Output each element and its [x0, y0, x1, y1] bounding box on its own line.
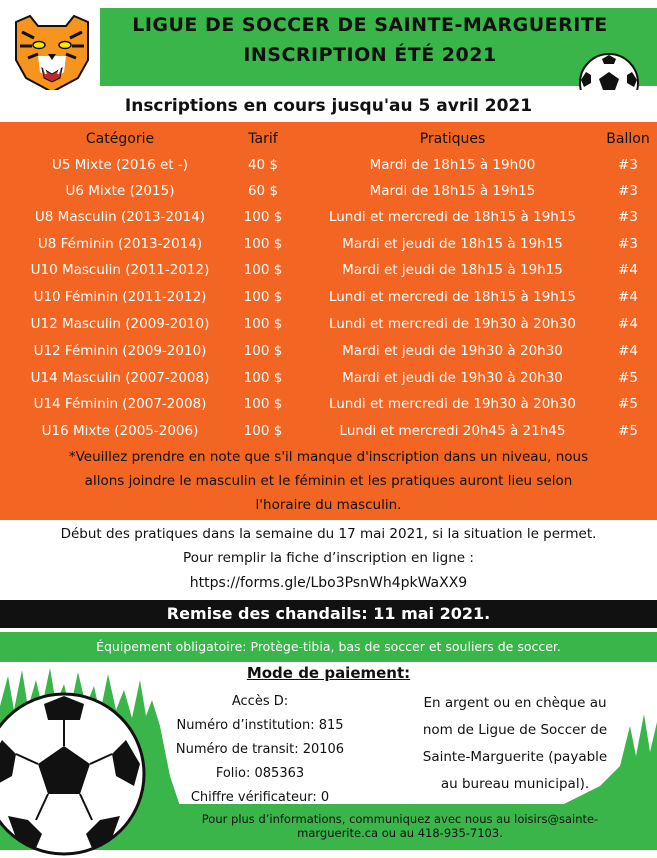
row-tarif: 100 $: [243, 370, 283, 386]
contact-info: [150, 812, 650, 840]
tiger-logo-icon: [8, 12, 96, 94]
header-ballon: Ballon: [606, 131, 650, 147]
row-ballon: #5: [618, 396, 638, 412]
row-categorie: U10 Féminin (2011-2012): [33, 289, 207, 305]
row-tarif: 100 $: [243, 236, 283, 252]
online-form-link[interactable]: https://forms.gle/Lbo3PsnWh4pkWaXX9: [189, 575, 468, 591]
online-form-label: Pour remplir la fiche d’inscription en ligne :: [183, 550, 474, 566]
registration-deadline: Inscriptions en cours jusqu'au 5 avril 2021: [0, 90, 657, 122]
merge-notice: [10, 445, 647, 517]
row-pratiques: Mardi et jeudi de 19h30 à 20h30: [342, 370, 563, 386]
row-ballon: #4: [618, 316, 638, 332]
row-categorie: U8 Féminin (2013-2014): [37, 236, 203, 252]
header: [0, 0, 657, 90]
practice-start-info: Début des pratiques dans la semaine du 17 mai 2021, si la situation le permet.: [60, 526, 597, 542]
row-pratiques: Lundi et mercredi de 18h15 à 19h15: [328, 289, 577, 305]
header-tarif: Tarif: [248, 131, 278, 147]
row-pratiques: Lundi et mercredi de 19h30 à 20h30: [328, 396, 577, 412]
row-ballon: #5: [618, 370, 638, 386]
row-ballon: #4: [618, 289, 638, 305]
contact-line: marguerite.ca ou au 418-935-7103.: [297, 826, 503, 840]
table-row: [0, 311, 657, 337]
row-categorie: U6 Mixte (2015): [65, 183, 175, 199]
row-ballon: #4: [618, 343, 638, 359]
row-tarif: 40 $: [247, 157, 279, 173]
notice-line: allons joindre le masculin et le féminin et les pratiques auront lieu selon: [84, 473, 573, 489]
cash-line: En argent ou en chèque au: [423, 695, 607, 711]
large-soccer-ball-icon: [0, 690, 148, 858]
bank-details: [160, 690, 360, 810]
row-pratiques: Mardi de 18h15 à 19h15: [369, 183, 536, 199]
bank-line: Numéro de transit: 20106: [175, 742, 345, 757]
row-tarif: 100 $: [243, 262, 283, 278]
payment-title: Mode de paiement:: [246, 664, 411, 682]
table-row: [0, 257, 657, 283]
row-pratiques: Lundi et mercredi de 18h15 à 19h15: [328, 209, 577, 225]
season-title: INSCRIPTION ÉTÉ 2021: [243, 44, 497, 66]
row-categorie: U8 Masculin (2013-2014): [34, 209, 206, 225]
row-tarif: 100 $: [243, 289, 283, 305]
row-ballon: #3: [618, 209, 638, 225]
cash-line: Sainte-Marguerite (payable: [422, 749, 608, 765]
notice-line: *Veuillez prendre en note que s'il manque d'inscription dans un niveau, nous: [68, 449, 589, 465]
table-row: [0, 338, 657, 364]
row-ballon: #4: [618, 262, 638, 278]
cash-payment-info: [390, 690, 640, 798]
table-row: [0, 178, 657, 204]
table-header-row: [0, 126, 657, 152]
row-ballon: #3: [618, 157, 638, 173]
row-ballon: #5: [618, 423, 638, 439]
bank-line: Accès D:: [231, 694, 289, 709]
bank-line: Folio: 085363: [215, 766, 305, 781]
cash-line: nom de Ligue de Soccer de: [422, 722, 608, 738]
row-categorie: U14 Féminin (2007-2008): [33, 396, 207, 412]
row-tarif: 100 $: [243, 343, 283, 359]
row-ballon: #3: [618, 183, 638, 199]
notice-line: l'horaire du masculin.: [255, 497, 402, 513]
row-tarif: 100 $: [243, 209, 283, 225]
row-tarif: 100 $: [243, 423, 283, 439]
cash-line: au bureau municipal).: [440, 776, 590, 792]
league-title: LIGUE DE SOCCER DE SAINTE-MARGUERITE: [132, 14, 608, 36]
table-row: [0, 418, 657, 444]
row-categorie: U12 Masculin (2009-2010): [30, 316, 210, 332]
row-pratiques: Lundi et mercredi de 19h30 à 20h30: [328, 316, 577, 332]
table-row: [0, 284, 657, 310]
jersey-distribution: Remise des chandails: 11 mai 2021.: [0, 600, 657, 628]
contact-line: Pour plus d’informations, communiquez avec nous au loisirs@sainte-: [201, 812, 599, 826]
row-categorie: U16 Mixte (2005-2006): [41, 423, 199, 439]
header-pratiques: Pratiques: [419, 131, 486, 147]
table-row: [0, 231, 657, 257]
row-pratiques: Mardi et jeudi de 18h15 à 19h15: [342, 262, 563, 278]
row-pratiques: Lundi et mercredi 20h45 à 21h45: [339, 423, 566, 439]
header-categorie: Catégorie: [85, 131, 155, 147]
table-row: [0, 391, 657, 417]
row-categorie: U10 Masculin (2011-2012): [30, 262, 210, 278]
row-categorie: U12 Féminin (2009-2010): [33, 343, 207, 359]
row-tarif: 60 $: [247, 183, 279, 199]
row-pratiques: Mardi de 18h15 à 19h00: [369, 157, 536, 173]
table-row: [0, 204, 657, 230]
row-pratiques: Mardi et jeudi de 18h15 à 19h15: [342, 236, 563, 252]
row-tarif: 100 $: [243, 396, 283, 412]
row-pratiques: Mardi et jeudi de 19h30 à 20h30: [342, 343, 563, 359]
bank-line: Chiffre vérificateur: 0: [190, 790, 330, 805]
table-row: [0, 152, 657, 178]
mandatory-equipment: Équipement obligatoire: Protège-tibia, bas de soccer et souliers de soccer.: [0, 632, 657, 662]
row-categorie: U14 Masculin (2007-2008): [30, 370, 210, 386]
table-row: [0, 365, 657, 391]
row-ballon: #3: [618, 236, 638, 252]
row-categorie: U5 Mixte (2016 et -): [52, 157, 188, 173]
row-tarif: 100 $: [243, 316, 283, 332]
bank-line: Numéro d’institution: 815: [176, 718, 344, 733]
